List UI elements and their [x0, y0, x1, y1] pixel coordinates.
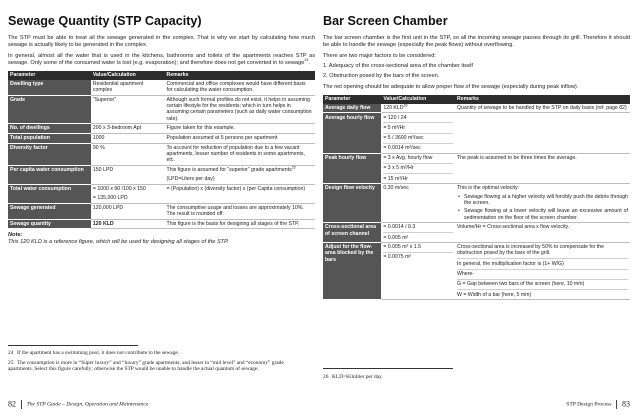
param-cell: Per capita water consumption	[8, 165, 91, 184]
note-text: This 120 KLD is a reference figure, which will be used for designing all stages of the STP.	[8, 239, 229, 246]
value-line: = 120 / 24	[383, 114, 407, 121]
table-row	[323, 153, 630, 183]
right-factors-paragraph: There are two major factors to be considered:	[323, 53, 436, 59]
value-line: = 1000 x 90 /100 x 150	[92, 185, 146, 192]
footnote-divider	[323, 368, 453, 369]
value-cell: 120 KLD	[91, 219, 165, 229]
table-row	[8, 165, 315, 184]
param-cell: Diversity factor	[8, 143, 91, 165]
table-row	[323, 113, 630, 154]
value-cell: Residential apartment complex	[91, 80, 165, 95]
footnote-ref-26: 26	[403, 103, 408, 108]
velocity-bullets	[457, 194, 628, 221]
bar-screen-table	[323, 95, 630, 300]
remarks-text: This is the optimal velocity:	[457, 185, 519, 192]
remarks-cell	[455, 113, 630, 154]
remarks-line: Where-	[457, 269, 628, 278]
table-row	[323, 243, 630, 300]
value-cell: 90 %	[91, 143, 165, 165]
page-number: 83	[622, 399, 630, 409]
remarks-line: G = Gap between two bars of the screen (here, 10 mm)	[457, 279, 628, 288]
param-cell: Dwelling type	[8, 80, 91, 95]
table-row	[323, 223, 630, 243]
left-sewage-paragraph-text: In general, almost all the water that is used in the kitchens, bathrooms and toilets of the apartments reaches STP as sewage. Only some of the consumed water is lost (e.g. evaporation); and therefore does not get converted in to sewage	[8, 53, 315, 66]
footnote-text: If the apartment has a swimming pool, it does not contribute to the sewage.	[17, 350, 180, 356]
remarks-line: (LPD=Liters per day)	[166, 176, 215, 183]
left-footer	[8, 400, 148, 409]
value-line: = 0.005 m²	[383, 232, 453, 241]
table-row	[8, 143, 315, 165]
param-cell: Sewage quantity	[8, 219, 91, 229]
value-cell	[381, 223, 455, 243]
value-line: = 3 x Avg. hourly flow	[383, 155, 433, 162]
table-header-row	[8, 71, 315, 80]
table-row	[8, 95, 315, 124]
note-title: Note:	[8, 232, 23, 239]
remarks-line	[167, 167, 313, 173]
table-row	[8, 124, 315, 134]
param-cell: Peak hourly flow	[323, 153, 381, 183]
footer-divider	[616, 400, 617, 409]
remarks-cell: The peak is assumed to be three times the average.	[455, 153, 630, 183]
left-intro-paragraph: The STP must be able to treat all the sewage generated in the complex. That is why we start by calculating how much sewage is actually likely to be generated in the complex.	[8, 35, 315, 48]
remarks-text: This figure is assumed for “superior” grade apartments	[166, 167, 292, 173]
list-item: • Sewage flowing at a lower velocity will leave an excessive amount of sedimentation on the floor of the screen chamber.	[457, 208, 628, 221]
table-row	[8, 80, 315, 95]
param-cell: Adjust for the flow-area blocked by the bars	[323, 243, 381, 300]
list-item: 2. Obstruction posed by the bars of the screen.	[323, 73, 440, 79]
value-cell: “Superior”	[91, 95, 165, 124]
factors-list	[323, 63, 630, 80]
header-value: Value/Calculation	[381, 95, 455, 104]
remarks-cell: The consumptive usage and losses are approximately 10%. The result is rounded off.	[165, 203, 315, 219]
value-cell	[381, 104, 455, 113]
remarks-cell: Quantity of sewage to be handled by the STP on daily basis (ref. page 82)	[455, 104, 630, 113]
left-page	[8, 0, 315, 420]
remarks-cell	[455, 243, 630, 300]
value-cell: 150 LPD	[91, 165, 165, 184]
footnote-text: KLD=Kiloliter per day.	[332, 374, 383, 380]
header-remarks: Remarks	[165, 71, 315, 80]
table-row	[323, 104, 630, 113]
header-parameter: Parameter	[8, 71, 91, 80]
table-row	[8, 203, 315, 219]
footnote-26	[323, 374, 623, 380]
param-cell: Total population	[8, 133, 91, 143]
remarks-cell: Volume/Hr = Cross-sectional area x flow velocity.	[455, 223, 630, 243]
value-line: = 0.0075 m²	[383, 252, 453, 261]
value-text: 120 KLD	[383, 104, 404, 111]
right-footer	[566, 400, 630, 409]
remarks-cell: Although such formal profiles do not exist, it helps in assuming certain lifestyle for the residents; which in turn helps in assuming certain parameters (such as daily water consumption rate).	[165, 95, 315, 124]
remarks-cell: This figure is the basis for designing all stages of the STP.	[165, 219, 315, 229]
value-line: = 0.005 m² x 1.5	[383, 244, 421, 251]
value-cell	[381, 243, 455, 300]
footnote-number: 26	[323, 374, 329, 380]
footnote-text: The consumption is more in “Super luxury” and “luxury” grade apartments; and lesser in “mid level” and “economy” grade apartments. Select this figure carefully; otherwise the STP would be unable to handle the actual quantum of sewage.	[8, 360, 284, 373]
remarks-line: W = Width of a bar (here, 5 mm)	[457, 289, 628, 298]
footnote-number: 24	[8, 350, 14, 356]
footer-divider	[21, 400, 22, 409]
header-parameter: Parameter	[323, 95, 381, 104]
book-title: The STP Guide – Design, Operation and Maintenance	[26, 401, 149, 408]
param-cell: Average daily flow	[323, 104, 381, 113]
footnote-ref-25: 25	[291, 165, 296, 170]
param-cell: Total water consumption	[8, 184, 91, 203]
remarks-cell: Commercial and office complexes would have different basis for calculating the water consumption.	[165, 80, 315, 95]
left-sewage-paragraph: In general, almost all the water that is used in the kitchens, bathrooms and toilets of the apartments reaches STP as sewage. Only some of the consumed water is lost (e.g. evaporation); and therefore does not get converted in to sewage$^{24}$.	[8, 53, 315, 66]
param-cell: Cross-sectional area of screen channel	[323, 223, 381, 243]
value-line: = 0.0014 m³/sec	[383, 143, 453, 152]
param-cell: No. of dwellings	[8, 124, 91, 134]
list-item: • Sewage flowing at a higher velocity will forcibly push the debris through the screen.	[457, 194, 628, 207]
param-cell: Average hourly flow	[323, 113, 381, 154]
footnote-number: 25	[8, 360, 14, 366]
section-title: STP Design Process	[566, 401, 612, 408]
header-remarks: Remarks	[455, 95, 630, 104]
value-line: = 5 / 3600 m³/sec	[383, 133, 453, 142]
remarks-line: Cross-sectional area is increased by 50% to compensate for the obstruction posed by the bars of the grill.	[457, 244, 605, 257]
value-line: = 0.0014 / 0.3	[383, 224, 416, 231]
right-page	[323, 0, 630, 420]
value-cell: 1000	[91, 133, 165, 143]
right-page-title: Bar Screen Chamber	[323, 14, 448, 28]
value-cell	[381, 113, 455, 154]
table-row	[8, 133, 315, 143]
footnote-ref-24: 24	[304, 58, 309, 63]
list-item: 1. Adequacy of the cross-sectional area of the chamber itself	[323, 63, 473, 69]
remarks-cell	[455, 184, 630, 223]
param-cell: Design flow velocity	[323, 184, 381, 223]
remarks-line: In general, the multiplication factor is (1+ W/G)	[457, 258, 628, 267]
value-cell: 0.30 m/sec	[381, 184, 455, 223]
footnote-divider	[8, 345, 138, 346]
value-cell: 200 x 3-bedroom Apt	[91, 124, 165, 134]
remarks-cell: Population assumed at 5 persons per apartment	[165, 133, 315, 143]
right-opening-paragraph: The net opening should be adequate to allow proper flow of the sewage (especially during peak inflow).	[323, 84, 579, 90]
table-row	[8, 219, 315, 229]
remarks-cell: Figure taken for this example.	[165, 124, 315, 134]
param-cell: Sewage generated	[8, 203, 91, 219]
value-line: = 15 m³/Hr	[383, 173, 453, 182]
value-line: = 3 x 5 m³/Hr	[383, 163, 453, 172]
value-line: = 135,000 LPD	[92, 195, 128, 202]
value-cell	[381, 153, 455, 183]
table-row	[323, 184, 630, 223]
table-row	[8, 184, 315, 203]
left-page-title: Sewage Quantity (STP Capacity)	[8, 14, 202, 28]
table-header-row	[323, 95, 630, 104]
right-intro-paragraph: The bar screen chamber is the first unit in the STP, so all the incoming sewage passes through its grill. Therefore it should be able to handle the sewage (especially the peak flows) without overflowing.	[323, 35, 630, 48]
remarks-cell: = (Population) x (diversity factor) x (per Capita consumption)	[165, 184, 315, 203]
page-number: 82	[8, 399, 16, 409]
header-value: Value/Calculation	[91, 71, 165, 80]
param-cell: Grade	[8, 95, 91, 124]
value-cell: 120,000 LPD	[91, 203, 165, 219]
footnote-25	[8, 360, 308, 373]
remarks-cell	[165, 165, 315, 184]
remarks-cell: To account for reduction of population due to a few vacant apartments, lesser number of residents in some apartments, etc.	[165, 143, 315, 165]
value-line: = 5 m³/Hr	[383, 122, 453, 131]
sewage-quantity-table	[8, 71, 315, 229]
value-cell	[91, 184, 165, 203]
footnote-24	[8, 350, 308, 356]
